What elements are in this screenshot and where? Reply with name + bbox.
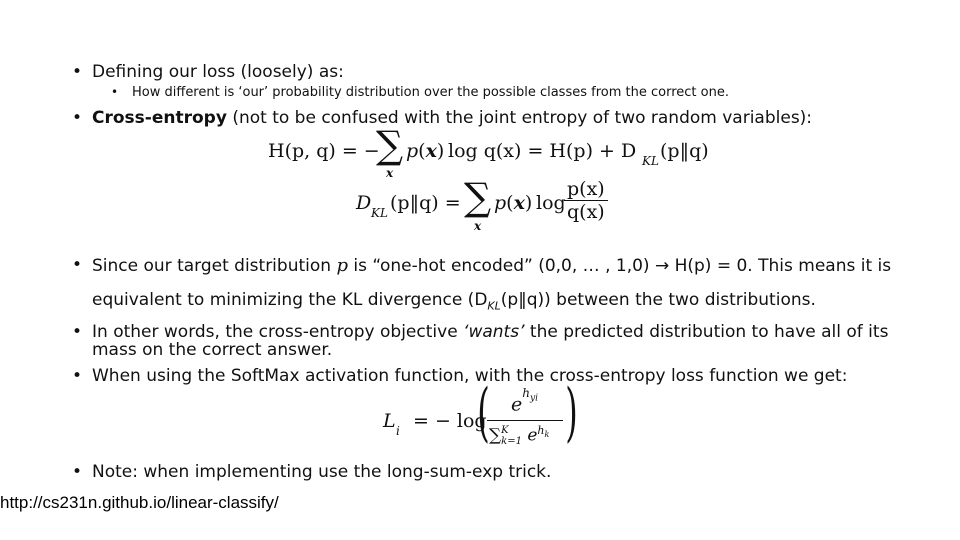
cross-entropy-term: Cross-entropy xyxy=(92,108,227,128)
eq2-d: D xyxy=(356,192,372,214)
cross-entropy-note: (not to be confused with the joint entropy of two random variables): xyxy=(232,108,813,128)
summation-symbol: ∑ xyxy=(376,123,404,167)
eq3-denominator xyxy=(489,424,549,447)
num-e: e xyxy=(511,393,523,416)
bullet-dot: • xyxy=(72,108,83,128)
bullet-dot: • xyxy=(72,62,83,82)
den-e: e xyxy=(527,425,538,446)
eq2-sum-index: x xyxy=(474,219,482,233)
num-h: h xyxy=(522,386,530,400)
big-right-paren: ) xyxy=(565,376,578,450)
eq3-i: i xyxy=(396,424,400,438)
bullet-note xyxy=(92,462,551,482)
eq2-px: p(x) xyxy=(494,192,533,214)
eq1-tail: (p‖q) xyxy=(660,140,709,162)
one-hot-line1b: is “one-hot encoded” (0,0, … , 1,0) → H(p) = 0. This means it is xyxy=(353,256,892,276)
bullet-dot: • xyxy=(72,462,83,482)
eq3-eqlog: = − log xyxy=(413,410,487,432)
bullet-loss-definition xyxy=(92,62,344,82)
sub-bullet-distribution xyxy=(132,85,729,100)
bullet-dot: • xyxy=(72,322,83,342)
eq3-L: L xyxy=(383,410,396,432)
wants-line1a: In other words, the cross-entropy objective xyxy=(92,322,458,342)
bullet-wants-continued xyxy=(92,340,332,360)
equation-softmax-loss xyxy=(383,376,583,460)
bullet-one-hot xyxy=(92,255,891,276)
one-hot-kl-sub: KL xyxy=(487,299,501,313)
one-hot-line2a: equivalent to minimizing the KL divergence (D xyxy=(92,290,488,310)
sub-bullet-dot: • xyxy=(111,85,119,99)
one-hot-line1a: Since our target distribution xyxy=(92,256,332,276)
eq3-numerator xyxy=(511,386,538,416)
one-hot-line2b: (p‖q)) between the two distributions. xyxy=(500,290,816,310)
one-hot-p: p xyxy=(336,255,348,276)
eq1-kl-sub: KL xyxy=(642,154,659,168)
bullet-cross-entropy xyxy=(92,108,812,128)
den-hk: k xyxy=(544,430,550,440)
eq2-fraction xyxy=(564,178,608,223)
bullet-wants xyxy=(92,322,888,342)
eq1-body: log q(x) = H(p) + D xyxy=(448,140,637,162)
big-left-paren: ( xyxy=(477,376,490,450)
eq2-log: log xyxy=(536,192,566,214)
eq2-denominator: q(x) xyxy=(567,201,605,223)
eq1-px: p(x) xyxy=(406,140,445,162)
wants-word: ‘wants’ xyxy=(463,322,525,342)
eq1-sum-index: x xyxy=(386,166,394,180)
summation-symbol: ∑ xyxy=(464,175,492,219)
softmax-text: When using the SoftMax activation function, with the cross-entropy loss function we get: xyxy=(92,366,848,386)
note-text: Note: when implementing use the long-sum-exp trick. xyxy=(92,462,552,482)
eq1-lhs: H(p, q) = − xyxy=(268,140,380,162)
bullet-text: Defining our loss (loosely) as: xyxy=(92,62,344,82)
bullet-dot: • xyxy=(72,255,83,275)
footer-url-link[interactable]: http://cs231n.github.io/linear-classify/ xyxy=(0,493,279,512)
wants-line1b: the predicted distribution to have all of its xyxy=(529,322,889,342)
den-sum: ∑ xyxy=(489,425,502,446)
fraction-bar xyxy=(487,420,563,421)
wants-line2: mass on the correct answer. xyxy=(92,340,333,360)
eq2-numerator: p(x) xyxy=(564,178,608,201)
den-k1: k=1 xyxy=(501,436,522,448)
bullet-dot: • xyxy=(72,366,83,386)
eq2-kl-sub: KL xyxy=(371,206,388,220)
den-K: K xyxy=(501,425,509,437)
eq2-lhs-rest: (p‖q) = xyxy=(390,192,461,214)
sub-bullet-text: How different is ‘our’ probability distribution over the possible classes from the correct one. xyxy=(132,85,729,100)
den-h: h xyxy=(537,424,545,437)
bullet-one-hot-continued xyxy=(92,290,816,312)
num-yi: yi xyxy=(529,393,538,404)
